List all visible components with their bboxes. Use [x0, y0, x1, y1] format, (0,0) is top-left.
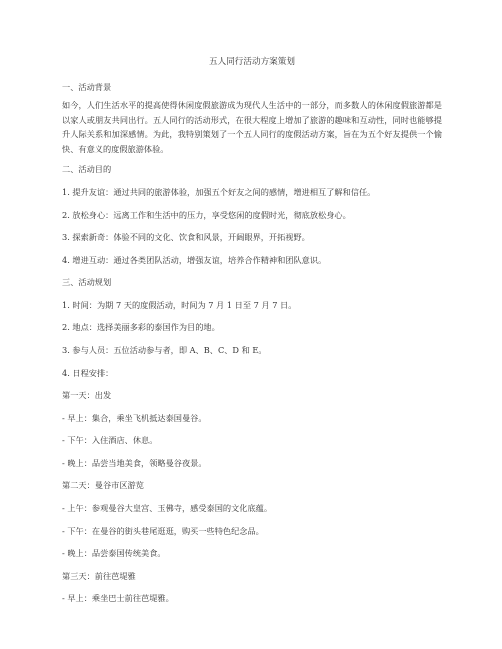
- schedule-item: - 晚上：品尝泰国传统美食。: [62, 548, 166, 558]
- schedule-item: - 下午：在曼谷的街头巷尾逛逛，购买一些特色纪念品。: [62, 526, 264, 536]
- plan-item: 1. 时间：为期 7 天的度假活动，时间为 7 月 1 日至 7 月 7 日。: [62, 300, 297, 310]
- day-heading: 第三天：前往芭堤雅: [62, 571, 136, 581]
- section-heading-background: 一、活动背景: [62, 82, 112, 92]
- day-heading: 第二天：曼谷市区游览: [62, 480, 144, 490]
- schedule-item: - 早上：集合，乘坐飞机抵达泰国曼谷。: [62, 413, 207, 423]
- day-heading: 第一天：出发: [62, 390, 112, 400]
- purpose-item: 3. 探索新奇：体验不同的文化、饮食和风景，开阔眼界，开拓视野。: [62, 232, 310, 242]
- schedule-item: - 下午：入住酒店、休息。: [62, 435, 158, 445]
- plan-item: 2. 地点：选择美丽多彩的泰国作为目的地。: [62, 322, 220, 332]
- schedule-item: - 晚上：品尝当地美食，领略曼谷夜景。: [62, 458, 207, 468]
- section-heading-plan: 三、活动规划: [62, 277, 112, 287]
- background-paragraph: 如今，人们生活水平的提高使得休闲度假旅游成为现代人生活中的一部分，而多数人的休闲度假旅游都是以家人或朋友共同出行。五人同行的活动形式，在很大程度上增加了旅游的趣味和互动性，同时也能够提升人际关系和加深感情。为此，我特别策划了一个五人同行的度假活动方案，旨在为五个好友提供一个愉快、有意义的度假旅游体验。: [62, 100, 442, 154]
- purpose-item: 1. 提升友谊：通过共同的旅游体验，加强五个好友之间的感情，增进相互了解和信任。: [62, 187, 376, 197]
- document-title: 五人同行活动方案策划: [209, 57, 295, 67]
- schedule-item: - 上午：参观曼谷大皇宫、玉佛寺，感受泰国的文化底蕴。: [62, 503, 273, 513]
- schedule-item: - 早上：乘坐巴士前往芭堤雅。: [62, 593, 174, 603]
- purpose-item: 4. 增进互动：通过各类团队活动，增强友谊，培养合作精神和团队意识。: [62, 255, 327, 265]
- plan-item: 3. 参与人员：五位活动参与者，即 A、B、C、D 和 E。: [62, 345, 267, 355]
- section-heading-purpose: 二、活动目的: [62, 164, 112, 174]
- plan-item: 4. 日程安排：: [62, 368, 114, 378]
- purpose-item: 2. 放松身心：远离工作和生活中的压力，享受悠闲的度假时光，彻底放松身心。: [62, 210, 351, 220]
